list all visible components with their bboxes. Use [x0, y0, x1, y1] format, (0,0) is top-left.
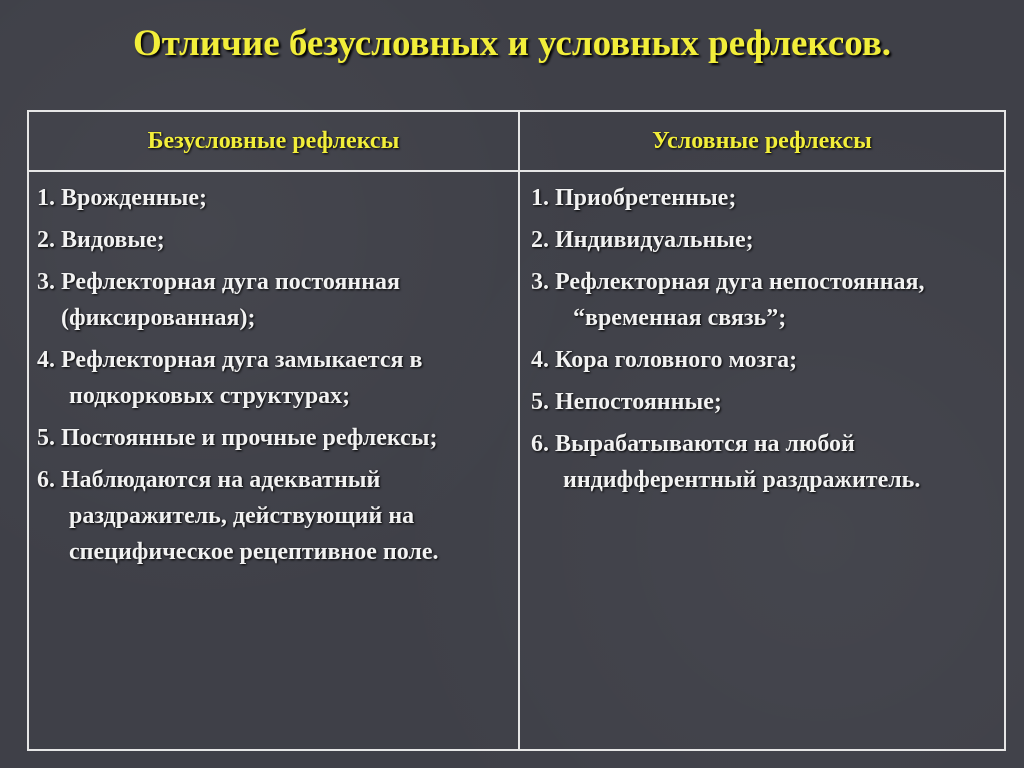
- list-item: 6. Вырабатываются на любой индифферентный раздражитель.: [531, 431, 921, 493]
- unconditioned-cell: [28, 171, 519, 750]
- list-item: 6. Наблюдаются на адекватный раздражитель, действующий на специфическое рецептивное поле.: [37, 467, 439, 565]
- conditioned-list: [520, 172, 1004, 498]
- list-item: 3. Рефлекторная дуга непостоянная,: [531, 269, 925, 295]
- list-item: 1. Врожденные;: [37, 185, 207, 211]
- list-item: 5. Непостоянные;: [531, 389, 722, 415]
- header-unconditioned: Безусловные рефлексы: [28, 111, 519, 171]
- comparison-table: [27, 110, 1006, 751]
- table-header-row: [28, 111, 1005, 171]
- list-item: 4. Рефлекторная дуга замыкается в подкорковых структурах;: [37, 347, 423, 409]
- list-item: [37, 264, 518, 300]
- list-item: 5. Постоянные и прочные рефлексы;: [37, 425, 438, 451]
- list-item: 1. Приобретенные;: [531, 185, 737, 211]
- table-body-row: [28, 171, 1005, 750]
- list-item-text: 3. Рефлекторная дуга постоянная: [37, 269, 401, 295]
- list-item: 4. Кора головного мозга;: [531, 347, 798, 373]
- list-item-continuation: (фиксированная);: [61, 305, 256, 331]
- slide-title: Отличие безусловных и условных рефлексов.: [132, 23, 892, 64]
- list-item: 2. Индивидуальные;: [531, 227, 754, 253]
- unconditioned-list: [29, 172, 518, 570]
- list-item: 2. Видовые;: [37, 227, 165, 253]
- header-conditioned: Условные рефлексы: [519, 111, 1005, 171]
- list-item-continuation: “временная связь”;: [573, 305, 787, 331]
- conditioned-cell: [519, 171, 1005, 750]
